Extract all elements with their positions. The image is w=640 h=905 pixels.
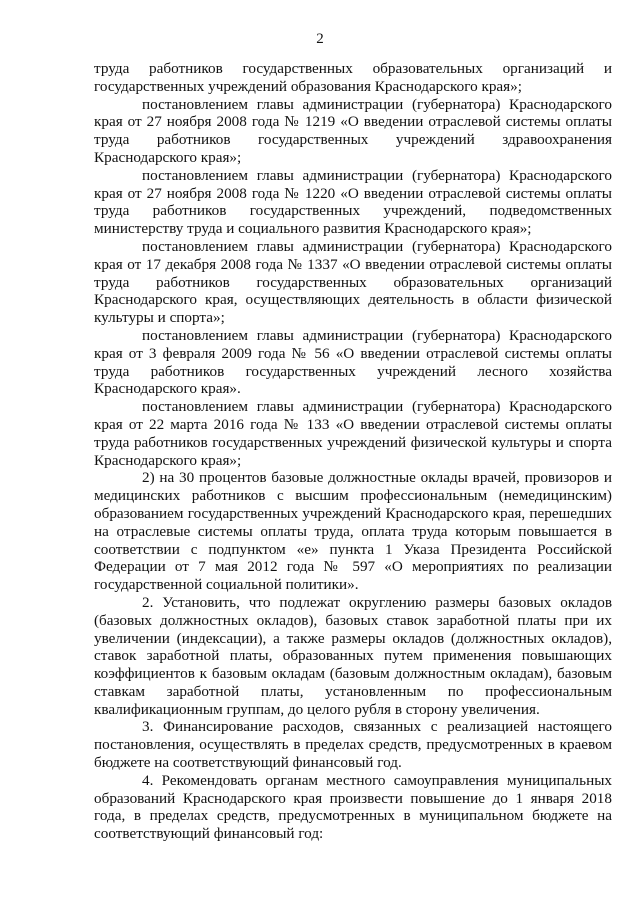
paragraph-section-2: 2. Установить, что подлежат округлению размеры базовых окладов (базовых должностных окладов), базовых ставок заработной платы при их увеличении (индексации), а также размеры окладов (должностных окладов), ставок заработной платы, образованных путем применения повышающих коэффициентов к базовым окладам (базовым должностным окладам), базовым ставкам заработной платы, установленным по профессиональным квалификационным группам, до целого рубля в сторону увеличения. <box>94 593 612 718</box>
paragraph-resolution-1337: постановлением главы администрации (губернатора) Краснодарского края от 17 декабря 2008 года № 1337 «О введении отраслевой системы оплаты труда работников государственных образовательных организаций Краснодарского края, осуществляющих деятельность в области физической культуры и спорта»; <box>94 237 612 327</box>
document-body <box>94 60 612 843</box>
paragraph-continuation: труда работников государственных образовательных организаций и государственных учреждений образования Краснодарского края»; <box>94 60 612 95</box>
paragraph-resolution-56: постановлением главы администрации (губернатора) Краснодарского края от 3 февраля 2009 года № 56 «О введении отраслевой системы оплаты труда работников государственных учреждений лесного хозяйства Краснодарского края». <box>94 326 612 398</box>
paragraph-item-2: 2) на 30 процентов базовые должностные оклады врачей, провизоров и медицинских работников с высшим профессиональным (немедицинским) образованием государственных учреждений Краснодарского края, перешедших на отраслевые системы оплаты труда, оплата труда которым повышается в соответствии с подпунктом «е» пункта 1 Указа Президента Российской Федерации от 7 мая 2012 года № 597 «О мероприятиях по реализации государственной социальной политики». <box>94 469 612 594</box>
paragraph-resolution-133: постановлением главы администрации (губернатора) Краснодарского края от 22 марта 2016 года № 133 «О введении отраслевой системы оплаты труда работников государственных учреждений физической культуры и спорта Краснодарского края»; <box>94 398 612 469</box>
paragraph-resolution-1219: постановлением главы администрации (губернатора) Краснодарского края от 27 ноября 2008 года № 1219 «О введении отраслевой системы оплаты труда работников государственных учреждений здравоохранения Краснодарского края»; <box>94 95 612 166</box>
page-number: 2 <box>316 31 324 47</box>
paragraph-resolution-1220: постановлением главы администрации (губернатора) Краснодарского края от 27 ноября 2008 года № 1220 «О введении отраслевой системы оплаты труда работников государственных учреждений, подведомственных министерству труда и социального развития Краснодарского края»; <box>94 166 612 238</box>
paragraph-section-4: 4. Рекомендовать органам местного самоуправления муниципальных образований Краснодарского края произвести повышение до 1 января 2018 года, в пределах средств, предусмотренных в муниципальном бюджете на соответствующий финансовый год: <box>94 771 612 843</box>
paragraph-section-3: 3. Финансирование расходов, связанных с реализацией настоящего постановления, осуществлять в пределах средств, предусмотренных в краевом бюджете на соответствующий финансовый год. <box>94 718 612 772</box>
